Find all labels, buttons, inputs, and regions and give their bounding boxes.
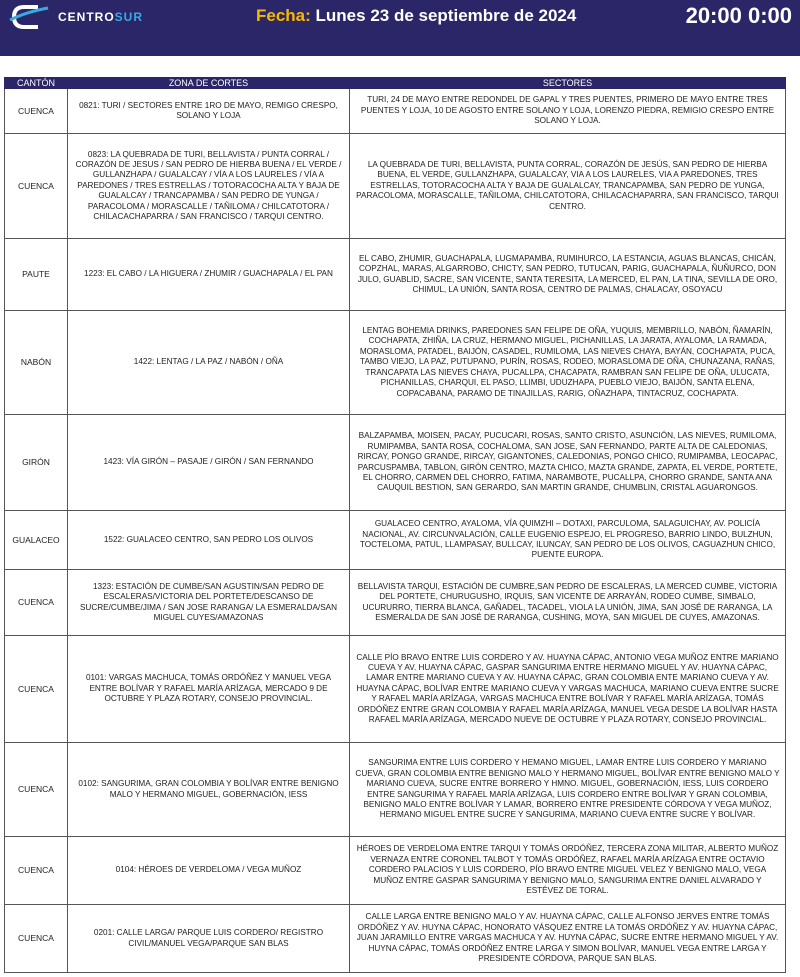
sectores-cell: TURI, 24 DE MAYO ENTRE REDONDEL DE GAPAL Y TRES PUENTES, PRIMERO DE MAYO ENTRE TRES PUENTES Y LOJA, 10 DE AGOSTO ENTRE SOLANO Y LOJA, LORENZO PIEDRA, REMIGIO CRESPO ENTRE SOLANO Y LOJA. [350,89,786,134]
zona-cell: 1223: EL CABO / LA HIGUERA / ZHUMIR / GUACHAPALA / EL PAN [68,239,350,311]
table-row [5,89,786,134]
logo-text: CENTROSUR [58,10,144,24]
zona-cell: 0101: VARGAS MACHUCA, TOMÁS ORDÓÑEZ Y MANUEL VEGA ENTRE BOLÍVAR Y RAFAEL MARÍA ARÍZAGA, MERCADO 9 DE OCTUBRE Y PLAZA ROTARY, CONSEJO PROVINCIAL. [68,636,350,743]
time-range: 20:00 0:00 [685,3,792,28]
canton-cell: CUENCA [5,837,68,905]
table-row [5,134,786,239]
sectores-cell: BELLAVISTA TARQUI, ESTACIÓN DE CUMBRE,SAN PEDRO DE ESCALERAS, LA MERCED CUMBE, VICTORIA DEL PORTETE, CHURUGUSHO, IRQUIS, SAN VICENTE DE ARRAYÁN, RODEO CUMBE, SIMBALO, UCURURRO, TIERRA BLANCA, GAÑADEL, TACADEL, VIOLA LA UNIÓN, JIMA, SAN JOSÉ DE RARANGA, LA ESMERALDA DE SAN JOSÉ DE RARANGA, CUSHING, MOYA, SAN MIGUEL DE CUYES, AMAZONAS. [350,570,786,636]
zona-cell: 0201: CALLE LARGA/ PARQUE LUIS CORDERO/ REGISTRO CIVIL/MANUEL VEGA/PARQUE SAN BLAS [68,905,350,973]
header-canton: CANTÓN [5,78,68,89]
canton-cell: CUENCA [5,570,68,636]
sectores-cell: CALLE PÍO BRAVO ENTRE LUIS CORDERO Y AV. HUAYNA CÁPAC, ANTONIO VEGA MUÑOZ ENTRE MARIANO CUEVA Y AV. HUAYNA CÁPAC, GASPAR SANGURIMA ENTRE HERMANO MIGUEL Y AV. HUAYNA CÁPAC, LAMAR ENTRE MARIANO CUEVA Y AV. HUAYNA CÁPAC, GRAN COLOMBIA ENTE MARIANO CUEVA Y AV. HUAYNA CÁPAC, BOLÍVAR ENTRE MARIANO CUEVA Y VARGAS MACHUCA, MARIANO CUEVA ENTRE SUCRE Y RAFAEL MARÍA ARÍZAGA, VARGAS MACHUCA ENTRE BOLÍVAR Y RAFAEL MARÍA ARÍZAGA, TOMÁS ORDÓÑEZ ENTRE GRAN COLOMBIA Y RAFAEL MARÍA ARÍZAGA, MANUEL VEGA DESDE LA BOLÍVAR HASTA RAFAEL MARÍA ARÍZAGA, MERCADO NUEVE DE OCTUBRE Y PLAZA ROTARY, CONSEJO PROVINCIAL. [350,636,786,743]
sectores-cell: CALLE LARGA ENTRE BENIGNO MALO Y AV. HUAYNA CÁPAC, CALLE ALFONSO JERVES ENTRE TOMÁS ORDÓÑEZ Y AV. HUYNA CÁPAC, HONORATO VÁSQUEZ ENTRE LA TOMÁS ORDÓÑEZ Y AV. HUAYNA CÁPAC, JUAN JARAMILLO ENTRE VARGAS MACHUCA Y AV. HUYNA CÁPAC, SUCRE ENTRE HERMANO MIGUEL Y AV. HUYNA CÁPAC, TOMÁS ORDÓÑEZ ENTRE LARGA Y SIMON BOLÍVAR, MANUEL VEGA ENTRE LARGA Y PRESIDENTE CÓRDOVA, PARQUE SAN BLAS. [350,905,786,973]
sectores-cell: LA QUEBRADA DE TURI, BELLAVISTA, PUNTA CORRAL, CORAZÓN DE JESÚS, SAN PEDRO DE HIERBA BUENA, EL VERDE, GULLANZHAPA, GUALALCAY, VIA A LOS LAURELES, VIA A PAREDONES, TRES ESTRELLAS, TOTORACOCHA ALTA Y BAJA DE GUALALCAY, TRANCAPAMBA, SAN PEDRO DE YUNGA, PARACOLOMA, MORASCALLE, TAÑILOMA, CHILCATOTORA, CHILACACHAPARRA, SAN FRANCISCO, TARQUI CENTRO. [350,134,786,239]
sectores-cell: LENTAG BOHEMIA DRINKS, PAREDONES SAN FELIPE DE OÑA, YUQUIS, MEMBRILLO, NABÓN, ÑAMARÍN, COCHAPATA, ZHIÑA, LA CRUZ, HERMANO MIGUEL, PICHANILLAS, LA JARATA, AYALOMA, LA RAMADA, MORASLOMA, PATADEL, BAIJÓN, CASADEL, RUMILOMA, LAS NIEVES CHAYA, BAYÁN, COCHAPATA, PUCA, TAMBO VIEJO, LA PAZ, PUTUPANO, PURÍN, ROSAS, RODEO, MORASLOMA DE OÑA, CHUNAZANA, RAÑAS, TRANCAPATA LAS NIEVES CHAYA, PUCALLPA, CHACAPATA, RAMBRAN SAN FELIPE DE OÑA, ULUCATA, PICHANILLAS, CHARQUI, EL PASO, LLIMBI, UDUZHAPA, PUEBLO VIEJO, BAIJÓN, SANTA ELENA, COPACABANA, PARAMO DE TINAJILLAS, RARIG, OÑAZHAPA, TINTACRUZ, COCHAPATA. [350,311,786,415]
zona-cell: 0104: HÉROES DE VERDELOMA / VEGA MUÑOZ [68,837,350,905]
centrosur-logo-icon [8,4,56,30]
canton-cell: GIRÓN [5,415,68,511]
outage-table [4,77,786,973]
table-row [5,415,786,511]
sectores-cell: GUALACEO CENTRO, AYALOMA, VÍA QUIMZHI – DOTAXI, PARCULOMA, SALAGUICHAY, AV. POLICÍA NACIONAL, AV. CIRCUNVALACIÓN, CALLE EUGENIO ESPEJO, EL PROGRESO, BARRIO LINDO, BULZHUN, TOCTELOMA, PATUL, LLAMPASAY, BULLCAY, ILUNCAY, SAN PEDRO DE LOS OLIVOS, CAGUAZHUN CHICO, PUENTE EUROPA. [350,511,786,570]
table-row [5,511,786,570]
zona-cell: 0823: LA QUEBRADA DE TURI, BELLAVISTA / PUNTA CORRAL / CORAZÓN DE JESUS / SAN PEDRO DE HIERBA BUENA / EL VERDE / GULLANZHAPA / GUALALCAY / VÍA A LOS LAURELES / VÍA A PAREDONES / TRES ESTRELLAS / TOTORACOCHA ALTA Y BAJA DE GUALALCAY / TRANCAPAMBA / SAN PEDRO DE YUNGA / PARACOLOMA / MORASCALLE / TAÑILOMA / CHILCATOTORA / CHILACACHAPARRA / SAN FRANCISCO / TARQUI CENTRO. [68,134,350,239]
table-row [5,311,786,415]
canton-cell: PAUTE [5,239,68,311]
canton-cell: CUENCA [5,905,68,973]
header-bar [0,0,800,56]
canton-cell: CUENCA [5,743,68,837]
table-row [5,239,786,311]
canton-cell: CUENCA [5,636,68,743]
zona-cell: 1323: ESTACIÓN DE CUMBE/SAN AGUSTIN/SAN PEDRO DE ESCALERAS/VICTORIA DEL PORTETE/DESCANSO DE SUCRE/CUMBE/JIMA / SAN JOSE RARANGA/ LA ESMERALDA/SAN MIGUEL CUYES/AMAZONAS [68,570,350,636]
sectores-cell: EL CABO, ZHUMIR, GUACHAPALA, LUGMAPAMBA, RUMIHURCO, LA ESTANCIA, AGUAS BLANCAS, CHICÁN, COPZHAL, MARAS, ALGARROBO, CHICTY, SAN PEDRO, TUTUCAN, PARIG, GUACHAPALA, ÑUÑURCO, DON JULO, GUABLID, SACRE, SAN VICENTE, SANTA TERESITA, LA MERCED, EL PAN, LA TINA, SEVILLA DE ORO, CHIMUL, LA UNIÓN, SANTA ROSA, CENTRO DE PALMAS, CHALACAY, OSOYACU [350,239,786,311]
table-row [5,636,786,743]
table-header-row [5,78,786,89]
canton-cell: GUALACEO [5,511,68,570]
zona-cell: 1422: LENTAG / LA PAZ / NABÓN / OÑA [68,311,350,415]
zona-cell: 0821: TURI / SECTORES ENTRE 1RO DE MAYO, REMIGO CRESPO, SOLANO Y LOJA [68,89,350,134]
canton-cell: CUENCA [5,89,68,134]
zona-cell: 1423: VÍA GIRÓN – PASAJE / GIRÓN / SAN FERNANDO [68,415,350,511]
date-label: Fecha: [256,6,311,25]
table-row [5,905,786,973]
sectores-cell: BALZAPAMBA, MOISEN, PACAY, PUCUCARI, ROSAS, SANTO CRISTO, ASUNCIÓN, LAS NIEVES, RUMILOMA, RUMIPAMBA, SANTA ROSA, COCHALOMA, SAN JOSE, SAN FERNANDO, PARTE ALTA DE CALEDONIAS, RIRCAY, PONGO GRANDE, RIRCAY, GIGANTONES, CALEDONIAS, PONGO CHICO, RUMIPAMBA, LEOCAPAC, PARCUSPAMBA, TABLON, GIRÓN CENTRO, MAZTA CHICO, MAZTA GRANDE, ZAPATA, EL VERDE, PORTETE, EL CHORRO, CARMEN DEL CHORRO, FATIMA, NARAMBOTE, PUCALLPA, CHORRO GRANDE, SANTA ANA CAUQUIL BESTION, SAN GERARDO, SAN MARTIN GRANDE, CHUMBLIN, CRISTAL AGUARONGOS. [350,415,786,511]
table-row [5,743,786,837]
date-value: Lunes 23 de septiembre de 2024 [315,6,577,25]
table-row [5,570,786,636]
zona-cell: 1522: GUALACEO CENTRO, SAN PEDRO LOS OLIVOS [68,511,350,570]
date-line [256,6,576,26]
canton-cell: NABÓN [5,311,68,415]
canton-cell: CUENCA [5,134,68,239]
centrosur-logo [8,4,143,30]
zona-cell: 0102: SANGURIMA, GRAN COLOMBIA Y BOLÍVAR ENTRE BENIGNO MALO Y HERMANO MIGUEL, GOBERNACIÓN, IESS [68,743,350,837]
header-sectores: SECTORES [350,78,786,89]
sectores-cell: HÉROES DE VERDELOMA ENTRE TARQUI Y TOMÁS ORDÓÑEZ, TERCERA ZONA MILITAR, ALBERTO MUÑOZ VERNAZA ENTRE CORONEL TALBOT Y TOMÁS ORDÓÑEZ, RAFAEL MARÍA ARÍZAGA ENTRE OCTAVIO CORDERO PALACIOS Y LUIS CORDERO, PÍO BRAVO ENTRE MIGUEL VELEZ Y BENIGNO MALO, VEGA MUÑOZ ENTRE GASPAR SANGURIMA Y BENIGNO MALO, SANGURIMA ENTRE DANIEL ALVARADO Y ESTÉVEZ DE TORAL. [350,837,786,905]
sectores-cell: SANGURIMA ENTRE LUIS CORDERO Y HEMANO MIGUEL, LAMAR ENTRE LUIS CORDERO Y MARIANO CUEVA, GRAN COLOMBIA ENTRE BENIGNO MALO Y HERMANO MIGUEL, BOLÍVAR ENTRE BENIGNO MALO Y MARIANO CUEVA, SUCRE ENTRE BORRERO Y HMNO. MIGUEL, GOBERNACIÓN, IESS, LUIS CORDERO ENTRE SANGURIMA Y RAFAEL MARÍA ARÍZAGA, LUIS CORDERO ENTRE BOLÍVAR Y GRAN COLOMBIA, BENIGNO MALO ENTRE BOLÍVAR Y LAMAR, BORRERO ENTRE PRESIDENTE CÓRDOVA Y VEGA MUÑOZ, HERMANO MIGUEL ENTRE SUCRE Y SANGURIMA, MARIANO CUEVA ENTRE SUCRE Y BOLÍVAR. [350,743,786,837]
header-zona: ZONA DE CORTES [68,78,350,89]
table-row [5,837,786,905]
